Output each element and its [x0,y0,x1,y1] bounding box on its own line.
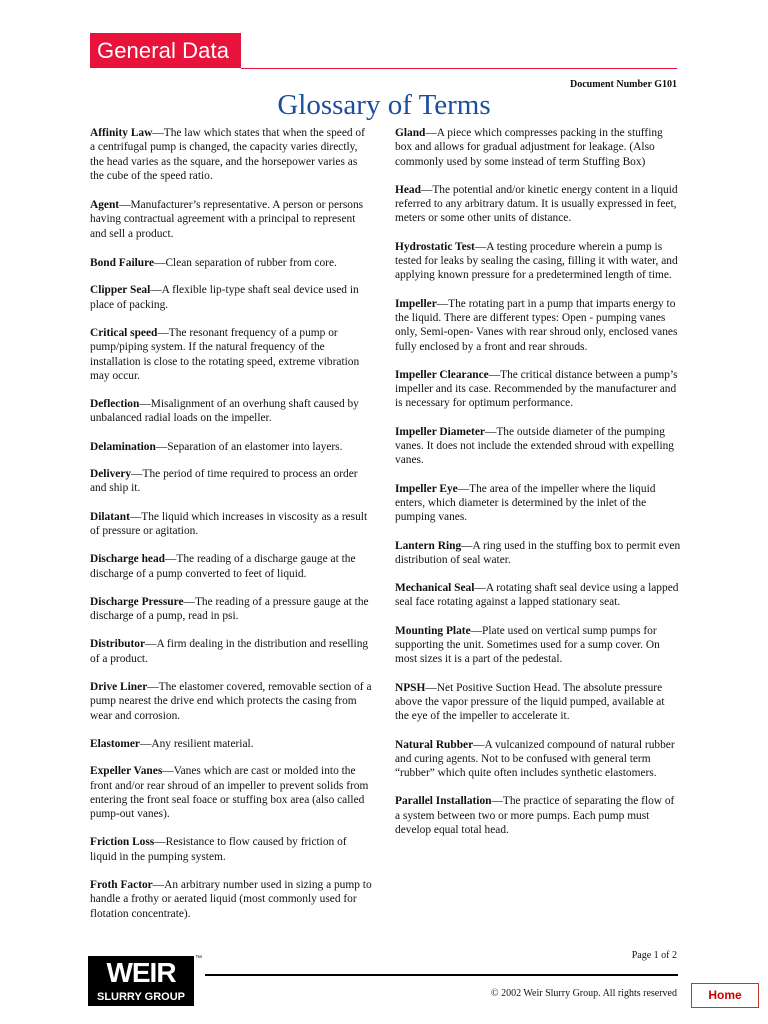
glossary-entry [90,283,372,312]
glossary-term: NPSH [395,681,426,694]
glossary-entry [90,126,372,183]
glossary-entry [90,198,372,241]
glossary-entry [395,240,681,283]
glossary-term: Affinity Law [90,127,153,139]
footer-rule [205,974,678,976]
glossary-definition: —Misalignment of an overhung shaft caused by unbalanced radial loads on the impeller. [90,398,359,425]
glossary-entry [90,680,372,723]
glossary-definition: —A vulcanized compound of natural rubber and curing agents. Not to be confused with general term “rubber” which quite often includes synthetic elastomers. [395,738,675,780]
glossary-entry [90,835,372,864]
glossary-term: Gland [395,127,426,139]
glossary-entry [90,764,372,821]
glossary-definition: —The resonant frequency of a pump or pump/piping system. If the natural frequency of the installation is close to the rotating speed, extreme vibration may occur. [90,326,360,382]
glossary-entry [395,539,681,568]
glossary-entry [90,595,372,624]
glossary-term: Parallel Installation [395,795,492,808]
glossary-term: Head [395,183,421,196]
glossary-definition: —Vanes which are cast or molded into the front and/or rear shroud of an impeller to prevent solids from entering the front seal foace or stuffing box area (also called pump-out vanes). [90,765,369,821]
glossary-entry [395,581,681,610]
glossary-term: Impeller Diameter [395,425,485,438]
glossary-term: Deflection [90,398,140,411]
glossary-definition: —A firm dealing in the distribution and reselling of a product. [90,638,369,665]
glossary-definition: —The rotating part in a pump that imparts energy to the liquid. There are different types: Open - pumping vanes only, Semi-open- Vanes with rear shroud only, enclosed vanes fully enclosed by a front and rear shrouds. [395,297,678,353]
glossary-entry [90,510,372,539]
glossary-term: Drive Liner [90,681,148,694]
page-number: Page 1 of 2 [631,950,677,961]
page-title: Glossary of Terms [277,89,491,121]
glossary-definition: —The liquid which increases in viscosity as a result of pressure or agitation. [90,510,368,537]
glossary-term: Elastomer [90,737,140,750]
glossary-entry [90,637,372,666]
glossary-entry [90,256,372,270]
glossary-definition: —The reading of a pressure gauge at the discharge of a pump, read in psi. [90,595,369,623]
glossary-definition: —The law which states that when the speed of a centrifugal pump is changed, the capacity varies directly, the head varies as the square, and the horsepower varies as the cube of the speed ratio. [90,127,365,182]
glossary-entry [90,737,372,751]
glossary-definition: —A rotating shaft seal device using a lapped seal face rotating against a lapped stationary seat. [395,582,679,609]
glossary-entry [90,552,372,581]
glossary-definition: —Plate used on vertical sump pumps for supporting the unit. Sometimes used for a sump cover. On most sizes it is a part of the pedestal. [395,624,660,666]
glossary-definition: —A testing procedure wherein a pump is tested for leaks by sealing the casing, filling it with water, and applying known pressure for a predetermined length of time. [395,240,678,282]
glossary-definition: —Clean separation of rubber from core. [154,257,337,270]
glossary-definition: —A piece which compresses packing in the stuffing box and allows for gradual adjustment for leakage. (Also commonly used by some instead of term Stuffing Box) [395,127,663,168]
glossary-term: Discharge head [90,553,165,566]
glossary-term: Impeller Eye [395,482,458,495]
glossary-definition: —A ring used in the stuffing box to permit even distribution of seal water. [395,539,681,566]
glossary-definition: —The period of time required to process an order and ship it. [90,468,358,495]
glossary-entry [395,368,681,411]
glossary-entry [395,624,681,667]
glossary-definition: —Separation of an elastomer into layers. [155,440,343,453]
glossary-entry [395,297,681,354]
glossary-term: Bond Failure [90,257,155,270]
logo-wordmark: WEIR [106,957,176,988]
logo-subtitle: SLURRY GROUP [96,991,185,1003]
glossary-term: Agent [90,199,120,212]
glossary-definition: —Resistance to flow caused by friction of liquid in the pumping system. [90,836,347,863]
glossary-term: Clipper Seal [90,284,151,297]
glossary-definition: —The outside diameter of the pumping vanes. It does not include the extended shroud with expelling vanes. [395,425,675,467]
glossary-term: Froth Factor [90,878,153,891]
glossary-entry [90,326,372,383]
glossary-term: Impeller Clearance [395,368,489,381]
trademark-symbol: ™ [195,955,202,962]
glossary-entry [90,467,372,496]
glossary-term: Expeller Vanes [90,765,163,778]
glossary-definition: —The reading of a discharge gauge at the discharge of a pump converted to feet of liquid. [90,553,356,580]
glossary-term: Discharge Pressure [90,595,184,608]
section-tab: General Data [90,33,241,68]
glossary-definition: —A flexible lip-type shaft seal device used in place of packing. [90,284,359,311]
glossary-term: Friction Loss [90,836,155,849]
glossary-entry [395,681,681,724]
glossary-term: Hydrostatic Test [395,240,475,253]
home-button[interactable]: Home [691,983,759,1008]
glossary-definition: —Net Positive Suction Head. The absolute pressure above the vapor pressure of the liquid pumped, available at the eye of the impeller to accelerate it. [395,681,665,723]
glossary-term: Lantern Ring [395,539,462,552]
glossary-term: Natural Rubber [395,738,474,751]
glossary-entry [395,126,681,169]
header-rule [241,68,677,69]
glossary-term: Impeller [395,297,437,310]
glossary-term: Mounting Plate [395,624,471,637]
glossary-term: Delamination [90,440,156,453]
glossary-term: Delivery [90,468,132,481]
glossary-entry [395,183,681,226]
glossary-definition: —The potential and/or kinetic energy content in a liquid referred to any arbitrary datum. It is usually expressed in feet, meters or some other units of distance. [395,183,678,225]
glossary-definition: —The critical distance between a pump’s impeller and its case. Recommended by the manufacturer and is necessary for optimum performance. [395,368,678,410]
glossary-definition: —Any resilient material. [139,737,254,750]
glossary-entry [395,794,681,837]
glossary-column-right [395,126,681,837]
glossary-definition: —The elastomer covered, removable section of a pump nearest the drive end which protects the casing from wear and corrosion. [90,681,372,722]
glossary-definition: —Manufacturer’s representative. A person or persons having contractual agreement with a principal to represent and sell a product. [90,199,364,240]
glossary-term: Critical speed [90,326,158,339]
glossary-term: Distributor [90,638,146,651]
glossary-definition: —An arbitrary number used in sizing a pump to handle a frothy or aerated liquid (most commonly used for flotation concentrate). [90,878,372,920]
glossary-definition: —The practice of separating the flow of a system between two or more pumps. Each pump must develop equal total head. [395,795,675,836]
glossary-entry [395,738,681,781]
glossary-column-left [90,126,372,921]
glossary-term: Dilatant [90,510,130,523]
glossary-entry [395,425,681,468]
document-number: Document Number G101 [569,79,677,90]
glossary-entry [90,440,372,454]
copyright-notice: © 2002 Weir Slurry Group. All rights reserved [490,988,677,999]
glossary-entry [90,878,372,921]
glossary-term: Mechanical Seal [395,582,475,595]
glossary-definition: —The area of the impeller where the liquid enters, which diameter is determined by the inlet of the pumping vanes. [395,482,656,524]
glossary-entry [90,397,372,426]
glossary-entry [395,482,681,525]
weir-slurry-logo [88,956,194,1006]
